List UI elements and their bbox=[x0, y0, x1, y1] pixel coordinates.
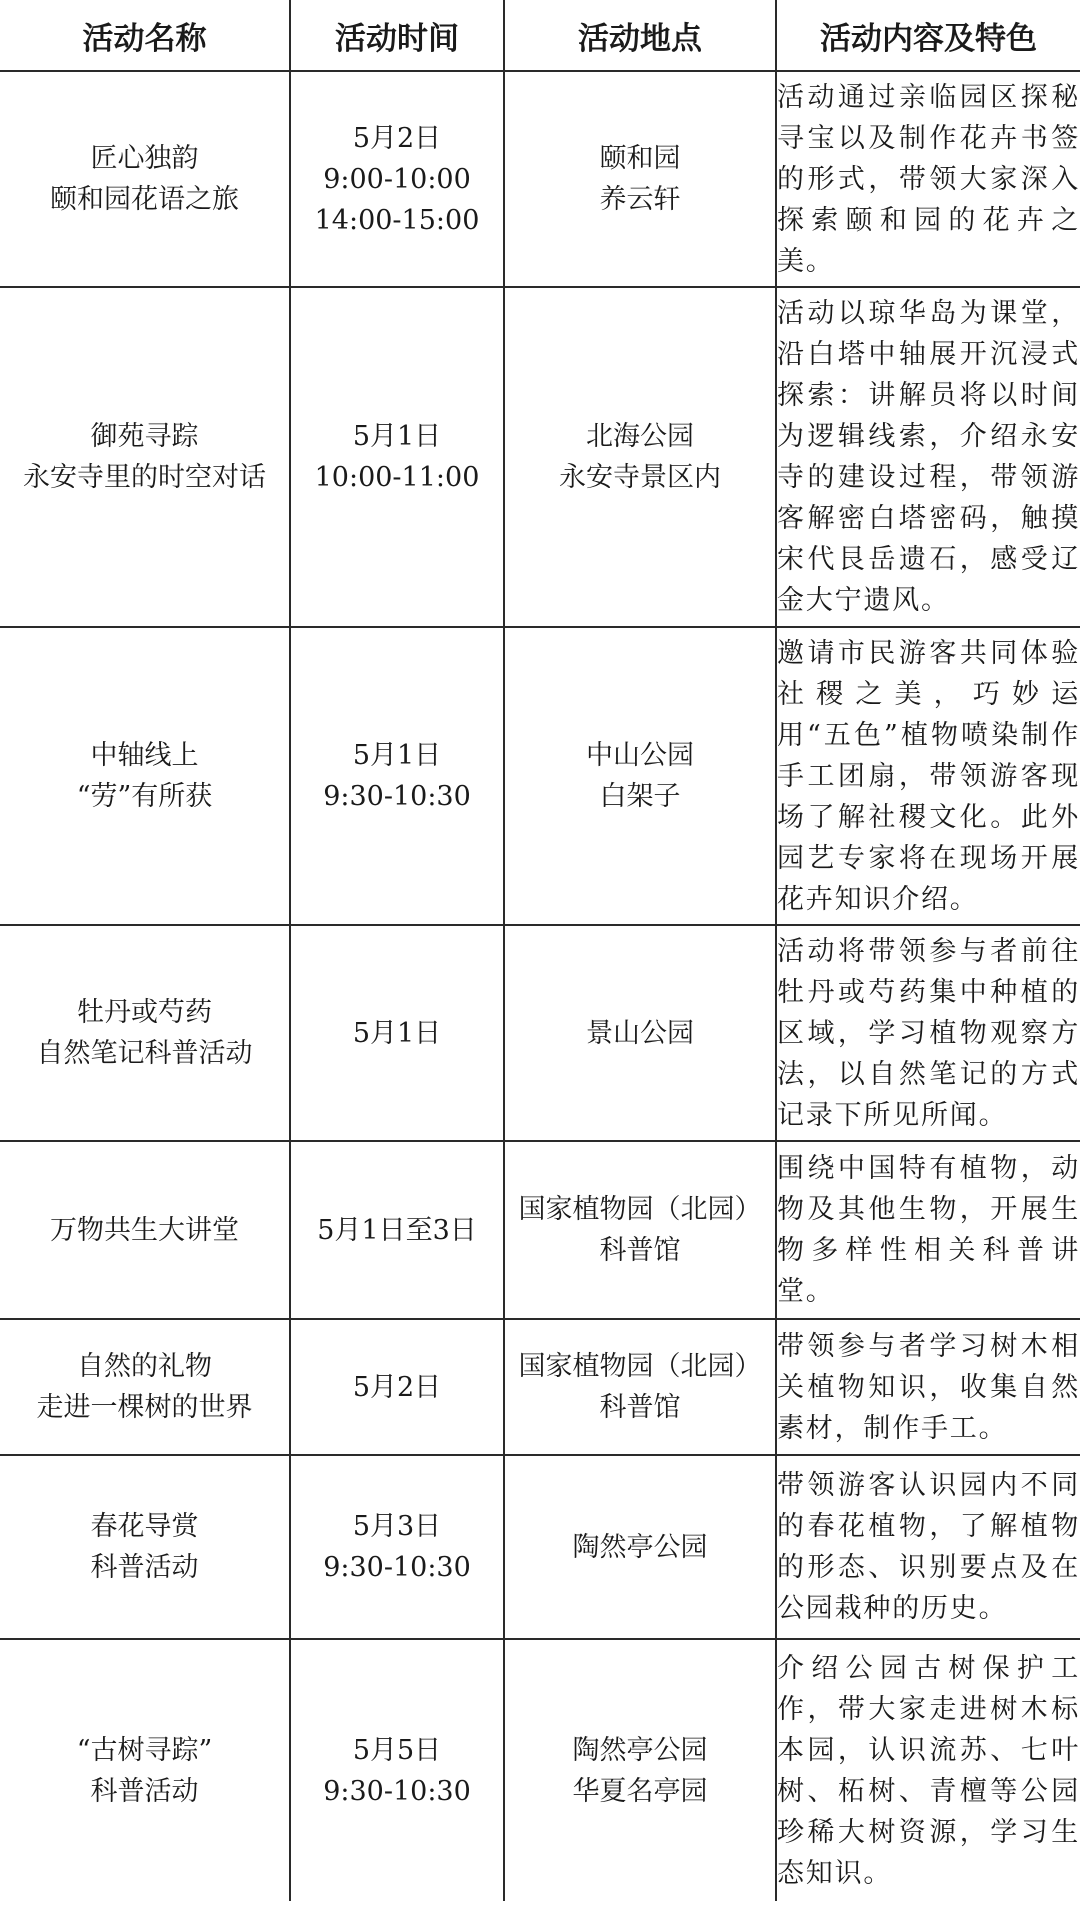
activity-place-line: 景山公园 bbox=[586, 1017, 694, 1049]
activity-name-line: 永安寺里的时空对话 bbox=[23, 462, 266, 493]
activity-place-cell bbox=[504, 287, 776, 627]
activity-time-cell bbox=[290, 1319, 504, 1455]
activity-place-line: 北海公园 bbox=[586, 421, 694, 452]
activity-time-line: 5月1日 bbox=[352, 740, 442, 771]
activity-name-cell bbox=[0, 925, 290, 1141]
activity-time-cell bbox=[290, 71, 504, 287]
header-activity-place: 活动地点 bbox=[504, 0, 776, 71]
activity-time-line: 14:00-15:00 bbox=[314, 204, 480, 236]
activity-name-line: 匠心独韵 bbox=[90, 143, 199, 174]
activity-place-line: 永安寺景区内 bbox=[559, 462, 721, 493]
activity-description: 活动以琼华岛为课堂，沿白塔中轴展开沉浸式探索：讲解员将以时间为逻辑线索，介绍永安寺的建设过程，带领游客解密白塔密码，触摸宋代艮岳遗石，感受辽金大宁遗风。 bbox=[776, 287, 1080, 627]
activity-name-line: “劳”有所获 bbox=[76, 781, 213, 812]
activity-description: 介绍公园古树保护工作，带大家走进树木标本园，认识流苏、七叶树、柘树、青檀等公园珍稀大树资源，学习生态知识。 bbox=[776, 1639, 1080, 1901]
activity-place-line: 白架子 bbox=[599, 781, 681, 812]
table-header-row bbox=[0, 0, 1080, 71]
activity-time-line: 5月3日 bbox=[352, 1511, 442, 1542]
activity-place-line: 科普馆 bbox=[599, 1235, 681, 1266]
activity-name-cell bbox=[0, 1639, 290, 1901]
activity-name-line: 万物共生大讲堂 bbox=[50, 1214, 239, 1246]
activity-place-line: 养云轩 bbox=[599, 184, 681, 215]
activity-time-line: 5月1日 bbox=[352, 1017, 442, 1049]
activity-time-line: 5月1日至3日 bbox=[317, 1214, 477, 1246]
activity-name-line: 走进一棵树的世界 bbox=[36, 1392, 253, 1423]
activity-place-line: 科普馆 bbox=[599, 1392, 681, 1423]
activity-place-line: 国家植物园（北园） bbox=[518, 1351, 762, 1382]
header-activity-time: 活动时间 bbox=[290, 0, 504, 71]
activity-time-line: 9:30-10:30 bbox=[323, 1552, 471, 1583]
activity-name-line: 自然的礼物 bbox=[77, 1351, 212, 1382]
activity-name-line: 科普活动 bbox=[90, 1775, 199, 1807]
header-activity-content: 活动内容及特色 bbox=[776, 0, 1080, 71]
activity-place-cell bbox=[504, 1455, 776, 1639]
activity-time-cell bbox=[290, 925, 504, 1141]
activity-name-cell bbox=[0, 1141, 290, 1319]
activity-time-cell bbox=[290, 1141, 504, 1319]
activity-name-line: 颐和园花语之旅 bbox=[50, 184, 239, 215]
activity-name-line: 牡丹或芍药 bbox=[77, 997, 212, 1028]
activity-name-line: “古树寻踪” bbox=[76, 1734, 213, 1766]
activity-time-cell bbox=[290, 1639, 504, 1901]
activity-name-line: 中轴线上 bbox=[90, 740, 199, 771]
activity-name-cell bbox=[0, 287, 290, 627]
activity-place-cell bbox=[504, 627, 776, 925]
activity-description: 带领参与者学习树木相关植物知识，收集自然素材，制作手工。 bbox=[776, 1319, 1080, 1455]
table-row bbox=[0, 287, 1080, 627]
activity-name-cell bbox=[0, 1455, 290, 1639]
table-row bbox=[0, 71, 1080, 287]
activity-name-line: 自然笔记科普活动 bbox=[36, 1038, 253, 1069]
activity-time-cell bbox=[290, 287, 504, 627]
activity-time-cell bbox=[290, 627, 504, 925]
table-row bbox=[0, 925, 1080, 1141]
activity-time-line: 9:00-10:00 bbox=[323, 163, 471, 195]
activity-name-cell bbox=[0, 71, 290, 287]
activity-description: 活动将带领参与者前往牡丹或芍药集中种植的区域，学习植物观察方法，以自然笔记的方式记录下所见所闻。 bbox=[776, 925, 1080, 1141]
activity-place-cell bbox=[504, 1141, 776, 1319]
activity-place-line: 华夏名亭园 bbox=[572, 1775, 708, 1807]
activity-name-line: 科普活动 bbox=[90, 1552, 199, 1583]
table-row bbox=[0, 1319, 1080, 1455]
activity-name-cell bbox=[0, 627, 290, 925]
activity-description: 围绕中国特有植物，动物及其他生物，开展生物多样性相关科普讲堂。 bbox=[776, 1141, 1080, 1319]
activity-place-line: 国家植物园（北园） bbox=[518, 1194, 762, 1225]
activity-place-line: 陶然亭公园 bbox=[572, 1531, 708, 1563]
activity-time-line: 9:30-10:30 bbox=[323, 781, 471, 812]
activity-description: 活动通过亲临园区探秘寻宝以及制作花卉书签的形式，带领大家深入探索颐和园的花卉之美。 bbox=[776, 71, 1080, 287]
activity-place-line: 中山公园 bbox=[586, 740, 694, 771]
activity-place-cell bbox=[504, 1639, 776, 1901]
activity-place-line: 陶然亭公园 bbox=[572, 1734, 708, 1766]
activity-time-line: 9:30-10:30 bbox=[323, 1775, 471, 1807]
activity-place-cell bbox=[504, 71, 776, 287]
activity-name-line: 御苑寻踪 bbox=[90, 421, 199, 452]
activity-place-line: 颐和园 bbox=[599, 143, 681, 174]
activity-time-line: 5月5日 bbox=[352, 1734, 442, 1766]
table-row bbox=[0, 627, 1080, 925]
header-activity-name: 活动名称 bbox=[0, 0, 290, 71]
table-row bbox=[0, 1141, 1080, 1319]
activity-time-line: 5月2日 bbox=[352, 1371, 442, 1403]
activity-name-cell bbox=[0, 1319, 290, 1455]
activity-time-line: 10:00-11:00 bbox=[314, 462, 480, 493]
activity-time-line: 5月1日 bbox=[352, 421, 442, 452]
activity-place-cell bbox=[504, 925, 776, 1141]
activity-time-line: 5月2日 bbox=[352, 122, 442, 154]
activity-description: 带领游客认识园内不同的春花植物，了解植物的形态、识别要点及在公园栽种的历史。 bbox=[776, 1455, 1080, 1639]
activity-time-cell bbox=[290, 1455, 504, 1639]
table-row bbox=[0, 1639, 1080, 1901]
activity-place-cell bbox=[504, 1319, 776, 1455]
activity-name-line: 春花导赏 bbox=[90, 1511, 199, 1542]
table-row bbox=[0, 1455, 1080, 1639]
activity-description: 邀请市民游客共同体验社稷之美，巧妙运用“五色”植物喷染制作手工团扇，带领游客现场了解社稷文化。此外园艺专家将在现场开展花卉知识介绍。 bbox=[776, 627, 1080, 925]
